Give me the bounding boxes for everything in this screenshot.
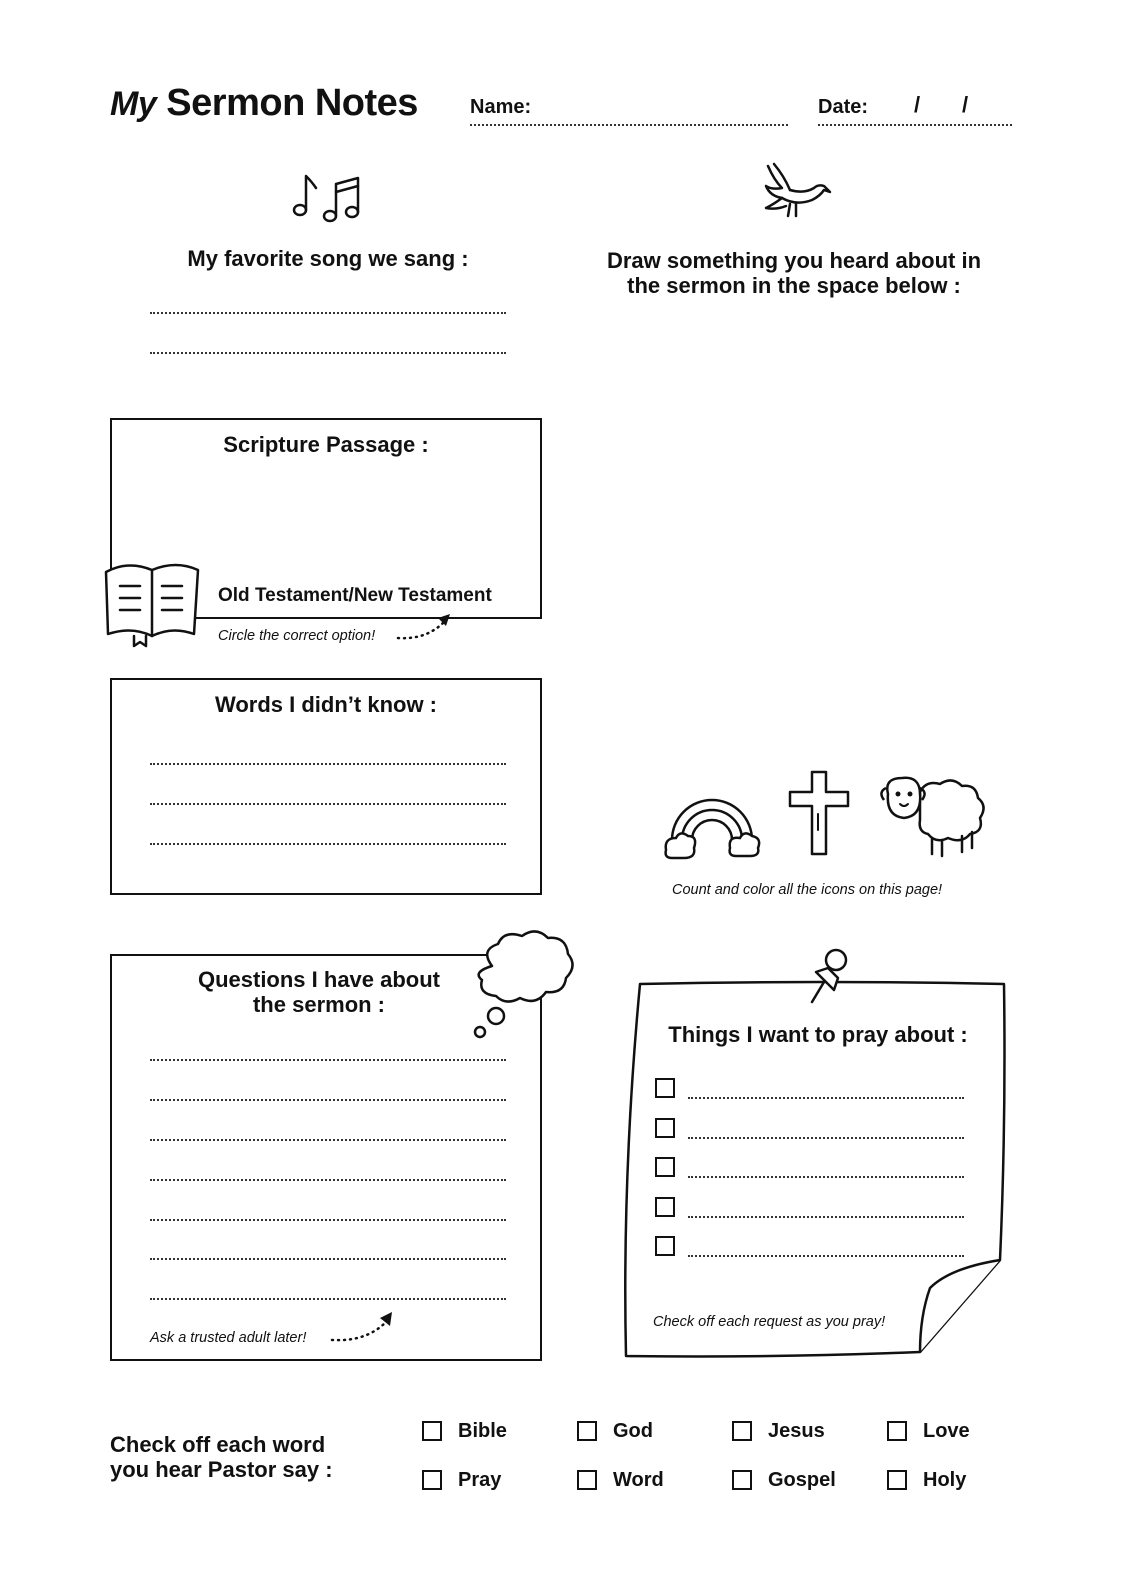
pray-line[interactable] bbox=[688, 1137, 964, 1139]
song-line[interactable] bbox=[150, 352, 506, 354]
bible-book-icon bbox=[100, 558, 204, 650]
pray-checkbox[interactable] bbox=[655, 1236, 675, 1256]
sheep-icon bbox=[880, 772, 990, 862]
checklist-heading-line: you hear Pastor say : bbox=[110, 1457, 333, 1482]
scripture-passage-area[interactable] bbox=[130, 470, 522, 570]
words-line[interactable] bbox=[150, 843, 506, 845]
word-label-gospel: Gospel bbox=[768, 1469, 836, 1491]
pray-line[interactable] bbox=[688, 1255, 964, 1257]
page-title bbox=[110, 82, 418, 125]
drawing-area[interactable] bbox=[600, 310, 1000, 760]
testament-option[interactable]: Old Testament/New Testament bbox=[218, 585, 492, 606]
pray-checkbox[interactable] bbox=[655, 1157, 675, 1177]
page-title-my: My bbox=[110, 85, 157, 123]
music-notes-icon bbox=[290, 170, 370, 226]
word-label-god: God bbox=[613, 1420, 653, 1442]
pray-line[interactable] bbox=[688, 1216, 964, 1218]
questions-heading bbox=[110, 967, 528, 1017]
words-line[interactable] bbox=[150, 803, 506, 805]
scripture-heading: Scripture Passage : bbox=[223, 432, 429, 457]
pray-line[interactable] bbox=[688, 1176, 964, 1178]
word-label-pray: Pray bbox=[458, 1469, 502, 1491]
page-title-rest: Sermon Notes bbox=[166, 82, 418, 124]
word-label-holy: Holy bbox=[923, 1469, 967, 1491]
draw-heading-line: Draw something you heard about in bbox=[606, 248, 982, 273]
questions-line[interactable] bbox=[150, 1139, 506, 1141]
pray-heading: Things I want to pray about : bbox=[668, 1022, 968, 1047]
word-label-jesus: Jesus bbox=[768, 1420, 825, 1442]
date-separator: / bbox=[914, 92, 921, 117]
questions-note: Ask a trusted adult later! bbox=[150, 1330, 307, 1346]
song-line[interactable] bbox=[150, 312, 506, 314]
questions-line[interactable] bbox=[150, 1059, 506, 1061]
song-heading: My favorite song we sang : bbox=[187, 246, 469, 271]
checklist-heading-line: Check off each word bbox=[110, 1432, 326, 1457]
word-checkbox-pray[interactable] bbox=[422, 1470, 442, 1490]
word-checkbox-gospel[interactable] bbox=[732, 1470, 752, 1490]
word-checkbox-word[interactable] bbox=[577, 1470, 597, 1490]
word-checkbox-holy[interactable] bbox=[887, 1470, 907, 1490]
word-checkbox-bible[interactable] bbox=[422, 1421, 442, 1441]
word-label-word: Word bbox=[613, 1469, 664, 1491]
pray-line[interactable] bbox=[688, 1097, 964, 1099]
pray-checkbox[interactable] bbox=[655, 1197, 675, 1217]
word-label-bible: Bible bbox=[458, 1420, 507, 1442]
word-checkbox-god[interactable] bbox=[577, 1421, 597, 1441]
words-heading: Words I didn’t know : bbox=[214, 692, 438, 717]
questions-line[interactable] bbox=[150, 1298, 506, 1300]
rainbow-icon bbox=[662, 780, 762, 864]
name-field[interactable] bbox=[470, 124, 788, 126]
draw-heading bbox=[594, 248, 994, 298]
word-checkbox-jesus[interactable] bbox=[732, 1421, 752, 1441]
word-label-love: Love bbox=[923, 1420, 970, 1442]
dotted-arrow-icon bbox=[330, 1308, 400, 1344]
icons-note: Count and color all the icons on this page! bbox=[672, 882, 943, 898]
checklist-heading bbox=[110, 1432, 333, 1482]
draw-heading-line: the sermon in the space below : bbox=[627, 273, 961, 298]
questions-heading-line: Questions I have about bbox=[197, 967, 441, 992]
name-label: Name: bbox=[470, 96, 532, 118]
dotted-arrow-icon bbox=[396, 612, 456, 642]
questions-line[interactable] bbox=[150, 1258, 506, 1260]
pray-checkbox[interactable] bbox=[655, 1118, 675, 1138]
pray-note: Check off each request as you pray! bbox=[653, 1314, 886, 1330]
cross-icon bbox=[788, 770, 850, 856]
pushpin-icon bbox=[804, 946, 856, 1006]
word-checkbox-love[interactable] bbox=[887, 1421, 907, 1441]
dove-icon bbox=[760, 160, 832, 224]
questions-line[interactable] bbox=[150, 1219, 506, 1221]
pray-checkbox[interactable] bbox=[655, 1078, 675, 1098]
words-line[interactable] bbox=[150, 763, 506, 765]
date-field[interactable] bbox=[818, 124, 1012, 126]
date-separator: / bbox=[962, 92, 969, 117]
scripture-note: Circle the correct option! bbox=[218, 628, 376, 644]
thought-bubble-icon bbox=[470, 926, 580, 1042]
questions-heading-line: the sermon : bbox=[252, 992, 386, 1017]
questions-line[interactable] bbox=[150, 1099, 506, 1101]
questions-line[interactable] bbox=[150, 1179, 506, 1181]
date-label: Date: bbox=[818, 96, 869, 118]
